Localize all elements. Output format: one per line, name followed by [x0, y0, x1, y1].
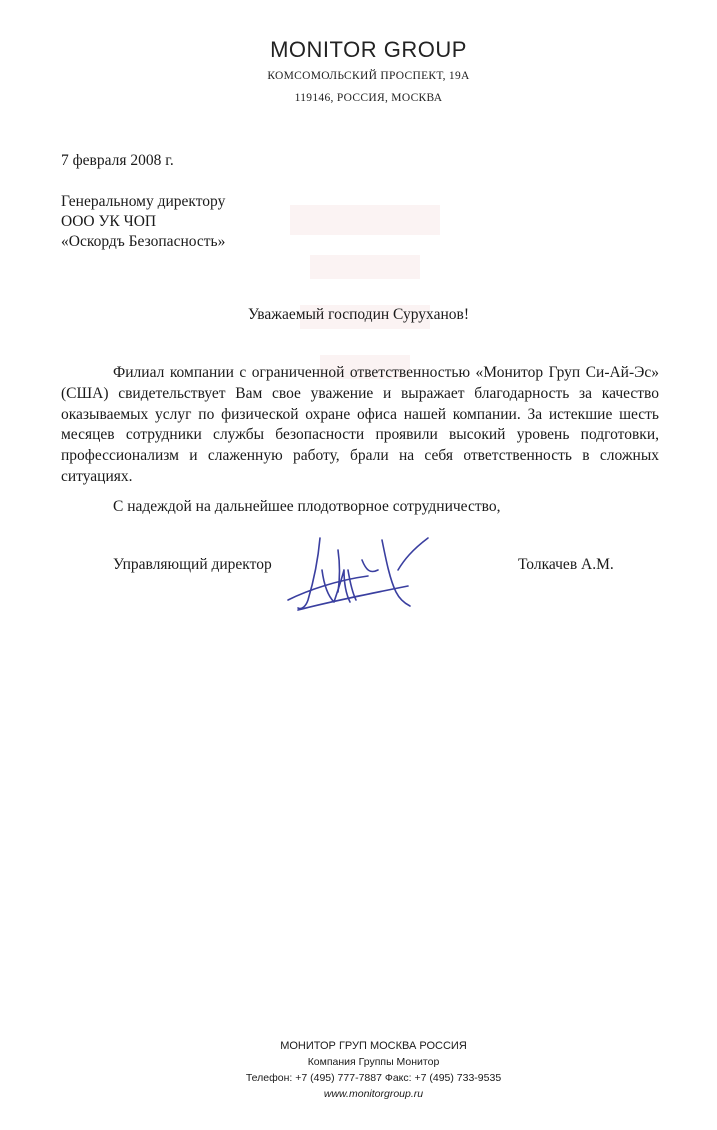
letter-date: 7 февраля 2008 г.	[61, 152, 174, 169]
closing-line: С надеждой на дальнейшее плодотворное сотрудничество,	[113, 498, 501, 515]
letter-footer	[0, 1038, 717, 1102]
recipient-position: Генеральному директору	[61, 193, 226, 210]
letterhead	[0, 38, 717, 104]
address-street: КОМСОМОЛЬСКИЙ ПРОСПЕКТ, 19А	[267, 70, 470, 82]
signatory-title: Управляющий директор	[113, 556, 272, 573]
footer-company: МОНИТОР ГРУП МОСКВА РОССИЯ	[280, 1040, 467, 1052]
recipient-block	[61, 192, 225, 252]
company-name: MONITOR GROUP	[270, 37, 467, 62]
handwritten-signature	[278, 530, 438, 620]
recipient-company-name: «Оскордъ Безопасность»	[61, 233, 226, 250]
footer-group: Компания Группы Монитор	[307, 1056, 440, 1068]
recipient-company: ООО УК ЧОП	[61, 213, 157, 230]
signatory-name: Толкачев А.М.	[518, 556, 614, 573]
letter-body-paragraph: Филиал компании с ограниченной ответственностью «Монитор Груп Си-Ай-Эс» (США) свидетельствует Вам свое уважение и выражает благодарность за качество оказываемых услуг по физической охране офиса нашей компании. За истекшие шесть месяцев сотрудники службы безопасности проявили высокий уровень подготовки, профессионализм и слаженную работу, брали на себя ответственность в сложных ситуациях.	[61, 364, 659, 485]
address-city: 119146, РОССИЯ, МОСКВА	[294, 92, 443, 104]
footer-contacts: Телефон: +7 (495) 777-7887 Факс: +7 (495) 733-9535	[245, 1072, 502, 1084]
footer-website: www.monitorgroup.ru	[323, 1088, 424, 1100]
salutation: Уважаемый господин Суруханов!	[248, 306, 469, 323]
